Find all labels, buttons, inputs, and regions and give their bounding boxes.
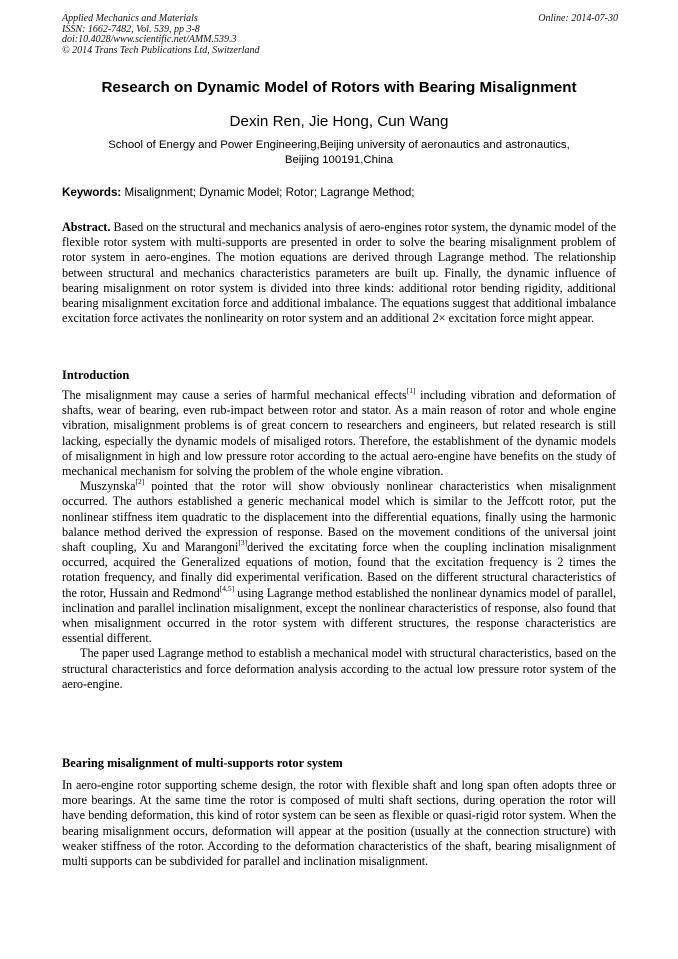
intro-p2-text-a: Muszynska [80,479,136,494]
affiliation-line-1: School of Energy and Power Engineering,Beijing university of aeronautics and astronautics, [108,139,570,151]
intro-paragraph-2 [62,479,616,646]
citation-ref[interactable]: [3] [238,538,248,548]
affiliation [62,138,616,167]
issn-line: ISSN: 1662-7482, Vol. 539, pp 3-8 [62,23,200,35]
bearing-paragraph-1: In aero-engine rotor supporting scheme design, the rotor with flexible shaft and long span often adopts three or more bearings. At the same time the rotor is composed of multi shaft sections, during operation the rotor will have bending deformation, this kind of rotor system can be seen as flexible or quasi-rigid rotor system. When the bearing misalignment occurs, deformation will appear at the position (usually at the connection structure) with weaker stiffness of the rotor. According to the deformation characteristics of the shaft, bearing misalignment of multi supports can be subdivided for parallel and inclination misalignment. [62,778,616,869]
journal-header [62,14,618,56]
abstract-label: Abstract. [62,220,111,234]
introduction-body [62,388,616,692]
intro-p2-text-d: using Lagrange method established the nonlinear dynamics model of parallel, inclination and parallel inclination misalignment, except the nonlinear characteristics of response, also found that when misalignment occurred in the rotor system with different structures, the response characteristics are essential different. [62,585,616,646]
abstract-text: Based on the structural and mechanics analysis of aero-engines rotor system, the dynamic model of the flexible rotor system with multi-supports are presented in order to solve the bearing misalignment problem of rotor system in aero-engines. The motion equations are derived through Lagrange method. The relationship between structural and mechanics characteristics parameters are built up. Finally, the dynamic influence of bearing misalignment on rotor system is divided into three kinds: additional rotor bending rigidity, additional bearing misalignment excitation force and additional imbalance. The equations suggest that additional imbalance excitation force activates the nonlinearity on rotor system and an additional 2× excitation force might appear. [62,220,616,326]
keywords-label: Keywords: [62,186,122,199]
journal-name: Applied Mechanics and Materials [62,13,198,24]
authors: Dexin Ren, Jie Hong, Cun Wang [229,113,449,130]
affiliation-line-2: Beijing 100191,China [284,153,394,166]
intro-p1-text-b: including vibration and deformation of shafts, wear of bearing, even rub-impact between rotor and stator. As a main reason of rotor and whole engine vibration, misalignment problems is of great concern to researchers and engineers, but related research is still lacking, especially the dynamic models of misaliged rotors. Therefore, the establishment of the dynamic models of misalignment in high and low pressure rotor according to the actual aero-engine have benefits on the study of mechanical mechanism for solving the problem of the whole engine vibration. [62,388,616,479]
intro-paragraph-3: The paper used Lagrange method to establish a mechanical model with structural characteristics, based on the structural characteristics and force deformation analysis according to the actual low pressure rotor system of the aero-engine. [62,646,616,691]
intro-p2-text-c: derived the excitating force when the coupling inclination misalignment occurred, acquired the Generalized equations of motion, found that the excitation frequency is 2 times the rotation frequency, and finally did experimental verification. Based on the different structural characteristics of the rotor, Hussain and Redmond [62,540,616,600]
doi-line: doi:10.4028/www.scientific.net/AMM.539.3 [62,34,237,46]
online-date: Online: 2014-07-30 [538,13,618,24]
intro-p1-text-a: The misalignment may cause a series of harmful mechanical effects [62,388,407,402]
intro-p2-text-b: pointed that the rotor will show obviously nonlinear characteristics when misalignment occurred. The authors established a generic mechanical model which is similar to the Jeffcott rotor, put the nonlinear stiffness item quadratic to the displacement into the differential equations, finally using the harmonic balance method derived the expression of response. Based on the movement conditions of the universal joint shaft coupling, Xu and Marangoni [62,479,616,555]
keywords-text: Misalignment; Dynamic Model; Rotor; Lagrange Method; [121,186,415,199]
keywords [62,186,616,199]
citation-ref[interactable]: [1] [406,386,416,395]
intro-paragraph-1 [62,388,616,479]
citation-ref[interactable]: [2] [135,477,145,487]
introduction-heading: Introduction [62,368,130,382]
bearing-section-body [62,778,616,869]
abstract [62,220,616,326]
paper-title: Research on Dynamic Model of Rotors with Bearing Misalignment [101,79,577,96]
citation-ref[interactable]: [4,5] [219,583,235,593]
copyright-line: © 2014 Trans Tech Publications Ltd, Switzerland [62,44,260,56]
bearing-section-heading: Bearing misalignment of multi-supports rotor system [62,756,343,770]
